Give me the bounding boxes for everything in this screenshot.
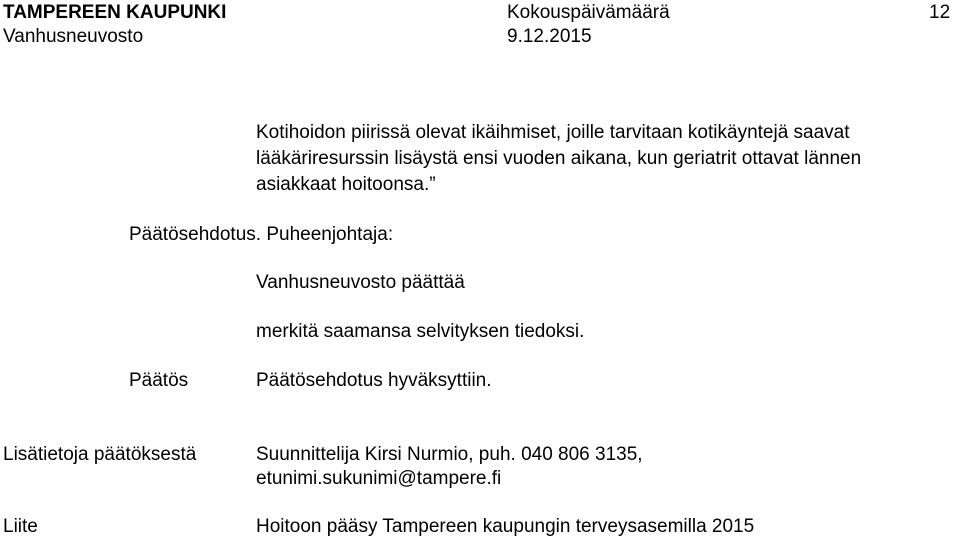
contact-line: Suunnittelija Kirsi Nurmio, puh. 040 806 3135, xyxy=(256,444,643,465)
decision-text: Päätösehdotus hyväksyttiin. xyxy=(256,370,492,391)
organization-name: TAMPEREEN KAUPUNKI xyxy=(3,2,227,23)
quote-line: Kotihoidon piirissä olevat ikäihmiset, joille tarvitaan kotikäyntejä saavat xyxy=(256,122,850,143)
proposal-line: Vanhusneuvosto päättää xyxy=(256,272,465,293)
page-number: 12 xyxy=(929,2,951,23)
quote-line: lääkäriresurssin lisäystä ensi vuoden aikana, kun geriatrit ottavat lännen xyxy=(256,148,862,169)
body-name: Vanhusneuvosto xyxy=(3,26,144,47)
date-label: Kokouspäivämäärä xyxy=(507,2,670,23)
quote-line: asiakkaat hoitoonsa.” xyxy=(256,174,436,195)
contact-label: Lisätietoja päätöksestä xyxy=(3,444,197,465)
decision-label: Päätös xyxy=(129,370,189,391)
proposal-line: merkitä saamansa selvityksen tiedoksi. xyxy=(256,321,585,342)
attachment-text: Hoitoon pääsy Tampereen kaupungin terveysasemilla 2015 xyxy=(256,516,755,537)
contact-email: etunimi.sukunimi@tampere.fi xyxy=(256,468,502,489)
proposal-heading: Päätösehdotus. Puheenjohtaja: xyxy=(129,224,394,245)
date-value: 9.12.2015 xyxy=(507,26,592,47)
attachment-label: Liite xyxy=(3,516,38,537)
